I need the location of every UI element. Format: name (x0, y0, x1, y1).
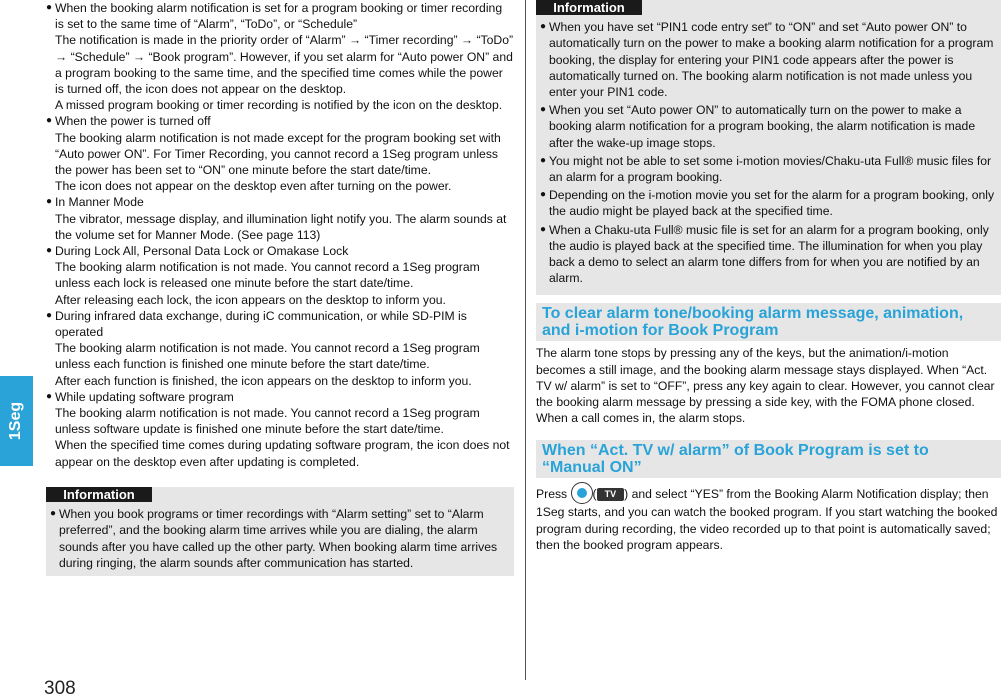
side-tab-label: 1Seg (7, 401, 25, 441)
bullet-icon: ● (540, 21, 547, 33)
manual-on-heading: When “Act. TV w/ alarm” of Book Program is set to “Manual ON” (536, 440, 1001, 478)
bullet-detail: The vibrator, message display, and illumination light notify you. The alarm sounds at the volume set for Manner Mode. (See page 113) (55, 211, 507, 242)
bullet-detail: The booking alarm notification is not made except for the program booking set with “Auto power ON”. For Timer Recording, you cannot record a 1Seg program unless the power has been set to “ON” one minute before the start date/time. (55, 130, 501, 178)
bullet-item (46, 0, 514, 113)
bullet-text: When the power is turned off (55, 114, 211, 129)
right-column (536, 0, 1001, 553)
bullet-detail: The booking alarm notification is not made. You cannot record a 1Seg program unless software update is finished one minute before the start date/time. (55, 406, 480, 437)
information-label: Information (46, 487, 152, 502)
bullet-icon: ● (46, 309, 53, 321)
bullet-detail: The booking alarm notification is not made. You cannot record a 1Seg program unless each function is finished one minute before the start date/time. (55, 341, 480, 372)
bullet-icon: ● (540, 223, 547, 235)
clear-alarm-heading: To clear alarm tone/booking alarm message, animation, and i-motion for Book Program (536, 303, 1001, 341)
bullet-text: While updating software program (55, 389, 234, 404)
bullet-item (46, 243, 514, 308)
bullet-text: In Manner Mode (55, 195, 144, 210)
bullet-detail: After each function is finished, the icon appears on the desktop to inform you. (55, 373, 472, 388)
bullet-icon: ● (46, 196, 53, 208)
bullet-icon: ● (46, 390, 53, 402)
information-body (46, 503, 514, 576)
bullet-text: When you set “Auto power ON” to automatically turn on the power to make a booking alarm notification for a program booking, the alarm notification is made after the wake-up image stops. (549, 103, 976, 150)
bullet-text: You might not be able to set some i-motion movies/Chaku-uta Full® music files for an alarm for a program booking. (549, 153, 992, 185)
manual-on-body (536, 482, 1001, 553)
bullet-detail: The icon does not appear on the desktop even after turning on the power. (55, 179, 452, 194)
bullet-item (540, 19, 997, 100)
left-bullet-list (46, 0, 514, 470)
bullet-detail: The notification is made in the priority order of “Alarm” → “Timer recording” → “ToDo” → “Schedule” → “Book program”. However, if you set alarm for “Auto power ON” and a program booking to the same time, and the specified time comes while the power is turned off, the icon does not appear on the desktop. (55, 33, 514, 97)
manual-on-body-prefix: Press (536, 487, 571, 502)
information-label: Information (536, 0, 642, 15)
bullet-detail: A missed program booking or timer recording is notified by the icon on the desktop. (55, 98, 503, 113)
center-key-icon (571, 482, 593, 504)
right-information-box (536, 0, 1001, 295)
bullet-icon: ● (46, 245, 53, 257)
bullet-icon: ● (50, 508, 57, 520)
bullet-item (540, 153, 997, 185)
manual-on-body-suffix: ) and select “YES” from the Booking Alarm Notification display; then 1Seg starts, and you can watch the booked program. If you start watching the booked program during recording, the video recorded up to that point is automatically saved; then the booked program appears. (536, 487, 998, 552)
information-body (536, 16, 1001, 295)
column-divider (525, 0, 526, 680)
bullet-item (540, 187, 997, 219)
bullet-item (540, 102, 997, 151)
bullet-item (46, 389, 514, 470)
bullet-icon: ● (46, 115, 53, 127)
bullet-text: When you have set “PIN1 code entry set” to “ON” and set “Auto power ON” to automatically turn on the power to make a booking alarm notification for a program booking, the display for entering your PIN1 code appears after the power is automatically turned on. The booking alarm notification is not made unless you enter your PIN1 code. (549, 20, 994, 100)
bullet-icon: ● (540, 189, 547, 201)
bullet-text: When you book programs or timer recordings with “Alarm setting” set to “Alarm preferred”, and the booking alarm time arrives while you are dialing, the alarm sounds after you have called up the other party. When booking alarm time arrives during ringing, the alarm sounds after communication has started. (59, 507, 498, 570)
bullet-text: During infrared data exchange, during iC communication, or while SD-PIM is operated (55, 308, 467, 340)
bullet-item (540, 222, 997, 287)
left-column (46, 0, 514, 576)
bullet-item (46, 113, 514, 194)
section-side-tab (0, 376, 33, 466)
bullet-icon: ● (540, 154, 547, 166)
bullet-icon: ● (540, 104, 547, 116)
bullet-item (46, 194, 514, 243)
bullet-text: Depending on the i-motion movie you set for the alarm for a program booking, only the audio might be played back at the specified time. (549, 188, 995, 219)
bullet-item (46, 308, 514, 389)
page-number: 308 (44, 678, 76, 699)
bullet-text: When a Chaku-uta Full® music file is set for an alarm for a program booking, only the audio is played back at the specified time. The illumination for when you play back a demo to select an alarm tone differs from for when you are notified by an alarm. (549, 222, 989, 286)
left-information-box (46, 487, 514, 576)
tv-softkey-icon: TV (597, 488, 625, 501)
clear-alarm-body: The alarm tone stops by pressing any of the keys, but the animation/i-motion becomes a still image, and the booking alarm message stays displayed. When “Act. TV w/ alarm” is set to “OFF”, press any key again to clear. However, you cannot clear the booking alarm message by pressing a side key, with the FOMA phone closed. When a call comes in, the alarm stops. (536, 346, 995, 426)
bullet-detail: After releasing each lock, the icon appears on the desktop to inform you. (55, 292, 446, 307)
bullet-item (50, 506, 510, 571)
bullet-text: During Lock All, Personal Data Lock or Omakase Lock (55, 244, 349, 259)
paren-open: ( (592, 487, 597, 502)
bullet-text: When the booking alarm notification is set for a program booking or timer recording is set to the same time of “Alarm”, “ToDo”, or “Schedule” (55, 1, 503, 32)
bullet-detail: When the specified time comes during updating software program, the icon does not appear on the desktop even after updating is completed. (55, 438, 510, 469)
bullet-icon: ● (46, 2, 53, 13)
bullet-detail: The booking alarm notification is not made. You cannot record a 1Seg program unless each lock is released one minute before the start date/time. (55, 260, 480, 291)
